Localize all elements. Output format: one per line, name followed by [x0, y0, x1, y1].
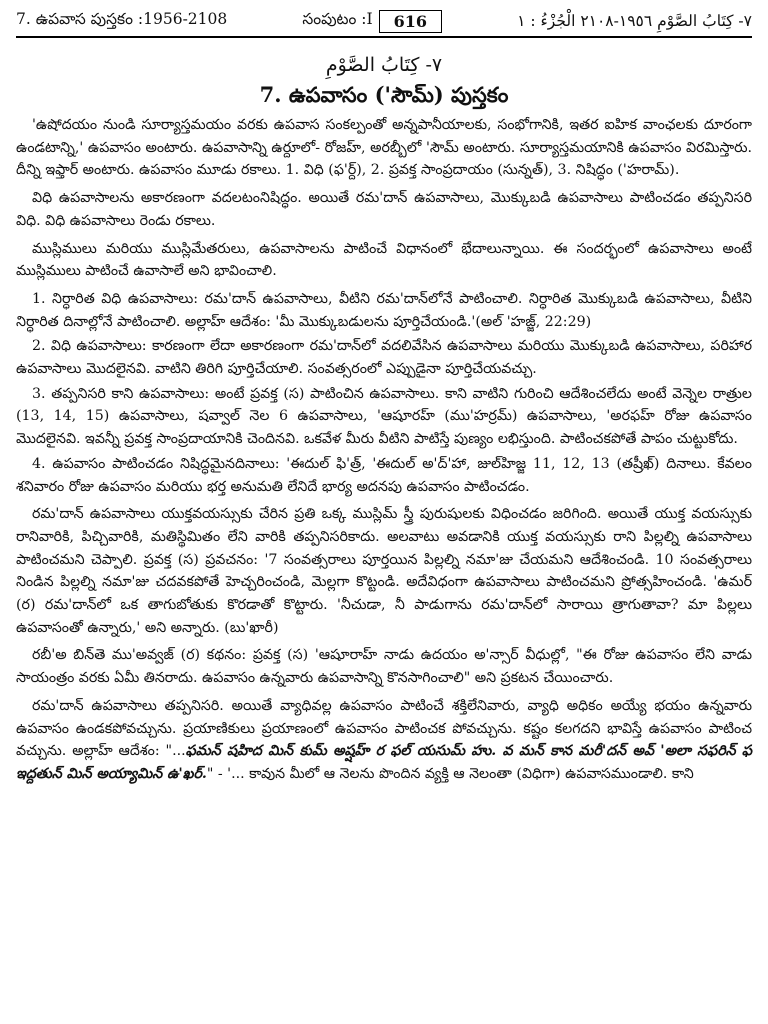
quran-transliteration: ఫమన్ షహిద మిన్‌ కుమ్‌ అష్షహ్‌ ర ఫల్‌ యసుమ్‌ హు. వ మన్‌ కాన మరీ'దన్‌ అవ్‌ 'అలా సఫరిన్‌ ఫ ఇద్దతున్‌ మిన్‌ అయ్యామిన్‌ ఉ'ఖర్‌.: [16, 743, 752, 782]
paragraph: 2. విధి ఉపవాసాలు: కారణంగా లేదా అకారణంగా రమ'దాన్‌లో వదలివేసిన ఉపవాసాలు మరియు మొక్కుబడి ఉపవాసాలు, పరిహార ఉపవాసాలు మొదలైనవి. వాటిని తిరిగి పూర్తిచేయాలి. సంవత్సరంలో ఎప్పుడైనా పూర్తిచేయవచ్చు.: [16, 338, 752, 378]
paragraph: 'ఉషోదయం నుండి సూర్యాస్తమయం వరకు ఉపవాస సంకల్పంతో అన్నపానీయాలకు, సంభోగానికి, ఇతర ఐహిక వాంఛలకు దూరంగా ఉండటాన్ని,' ఉపవాసం అంటారు. ఉపవాసాన్ని ఉర్దూలో- రోజహ్‌, అరబ్బీలో 'సౌమ్‌ అంటారు. సూర్యాస్తమయానికి ఉపవాసం విరమిస్తారు. దీన్ని ఇఫ్తార్‌ అంటారు. ఉపవాసం మూడు రకాలు. 1. విధి (ఫ'ర్ద్‌), 2. ప్రవక్త సాంప్రదాయం (సున్నత్‌), 3. నిషిద్ధం ('హరామ్‌).: [16, 117, 752, 179]
chapter-title: 7. ఉపవాసం ('సౌమ్‌) పుస్తకం: [259, 82, 509, 107]
paragraph: రబీ'అ బిన్‌తె ము'అవ్వజ్‌ (ర) కథనం: ప్రవక్త (స) 'ఆషూరాహ్‌ నాడు ఉదయం అ'న్సార్‌ వీధుల్లో, "ఈ రోజు ఉపవాసం లేని వాడు సాయంత్రం వరకు ఏమీ తినరాదు. ఉపవాసం ఉన్నవారు ఉపవాసాన్ని కొనసాగించాలి" అని ప్రకటన చేయించారు.: [16, 647, 752, 687]
chapter-arabic-title: ٧- كِتَابُ الصَّوْمِ: [325, 54, 443, 76]
paragraph-text: రమ'దాన్‌ ఉపవాసాలు తప్పనిసరి. అయితే వ్యాధివల్ల ఉపవాసం పాటించే శక్తిలేనివారు, వ్యాధి అధికం అయ్యే భయం ఉన్నవారు ఉపవాసం ఉండకపోవచ్చును. ప్రయాణికులు ప్రయాణంలో ఉపవాసం పాటించక పోవచ్చును. కష్టం కలగదని భావిస్తే ఉపవాసం పాటించ వచ్చును. అల్లాహ్‌ ఆదేశం: "...: [16, 697, 752, 760]
header-volume: సంపుటం :I: [302, 10, 373, 28]
body-text: [16, 114, 752, 791]
paragraph-text: " - '... కావున మీలో ఆ నెలను పొందిన వ్యక్తి ఆ నెలంతా (విధిగా) ఉపవాసముండాలి. కాని: [206, 765, 694, 782]
paragraph: విధి ఉపవాసాలను అకారణంగా వదలటంనిషిద్ధం. అయితే రమ'దాన్‌ ఉపవాసాలు, మొక్కుబడి ఉపవాసాలు పాటించడం తప్పనిసరి విధి. విధి ఉపవాసాలు రెండు రకాలు.: [16, 190, 752, 229]
paragraph: రమ'దాన్‌ ఉపవాసాలు యుక్తవయస్సుకు చేరిన ప్రతి ఒక్క ముస్లిమ్‌ స్త్రీ పురుషులకు విధించడం జరిగింది. అయితే యుక్త వయస్సుకు రానివారికి, పిచ్చివారికి, మతిస్థిమితం లేని వారికి తప్పనిసరికాదు. అలవాటు అవడానికి యుక్త వయస్సుకు రాని పిల్లల్ని ఉపవాసాలు పాటించమని చెప్పాలి. ప్రవక్త (స) ప్రవచనం: '7 సంవత్సరాలు పూర్తయిన పిల్లల్ని నమా'జు చేయమని ఆదేశించండి. 10 సంవత్సరాలు నిండిన పిల్లల్ని నమా'జు చదవకపోతే హెచ్చరించండి, మెల్లగా కొట్టండి. అదేవిధంగా ఉపవాసాలు పాటించమని ప్రోత్సహించండి. 'ఉమర్‌ (ర) రమ'దాన్‌లో ఒక తాగుబోతుకు కొరడాతో కొట్టారు. 'నీచుడా, నీ పాడుగాను రమ'దాన్‌లో సారాయి త్రాగుతావా? మా పిల్లలు ఉపవాసంతో ఉన్నారు,' అని అన్నారు. (బు'ఖారీ): [16, 506, 752, 636]
header-arabic-title: ٧- كِتَابُ الصَّوْمِ ١٩٥٦-٢١٠٨ الْجُزْءُ : ١: [517, 12, 752, 30]
paragraph: 4. ఉపవాసం పాటించడం నిషిద్ధమైనదినాలు: 'ఈదుల్‌ ఫి'త్ర్‌, 'ఈదుల్‌ అ'ద్‌'హా, జుల్‌హిజ్జ 11, 12, 13 (తష్రీఖ్‌) దినాలు. కేవలం శనివారం రోజు ఉపవాసం మరియు భర్త అనుమతి లేనిదే భార్య అదనపు ఉపవాసం పాటించడం.: [16, 455, 752, 495]
header-book-title: 7. ఉపవాస పుస్తకం :1956-2108: [16, 10, 228, 28]
page-number: 616: [379, 10, 442, 33]
paragraph-last: [16, 695, 752, 786]
paragraph: ముస్లిములు మరియు ముస్లిమేతరులు, ఉపవాసాలను పాటించే విధానంలో భేదాలున్నాయి. ఈ సందర్భంలో ఉపవాసాలు అంటే ముస్లిములు పాటించే ఉవాసాలే అని భావించాలి.: [16, 240, 752, 280]
running-header: [16, 6, 752, 38]
paragraph: 3. తప్పనిసరి కాని ఉపవాసాలు: అంటే ప్రవక్త (స) పాటించిన ఉపవాసాలు. కాని వాటిని గురించి ఆదేశించలేదు అంటే వెన్నెల రాత్రుల (13, 14, 15) ఉపవాసాలు, షవ్వాల్‌ నెల 6 ఉపవాసాలు, 'ఆషూరహ్‌ (ము'హర్రమ్‌) ఉపవాసాలు, 'అరఫహ్‌ రోజు ఉపవాసం మొదలైనవి. ఇవన్నీ ప్రవక్త సాంప్రదాయానికి చెందినవి. ఒకవేళ మీరు వీటిని పాటిస్తే పుణ్యం లభిస్తుంది. పాటించకపోతే పాపం చుట్టుకోదు.: [16, 385, 752, 448]
header-volume-group: [302, 10, 442, 33]
paragraph: 1. నిర్ధారిత విధి ఉపవాసాలు: రమ'దాన్‌ ఉపవాసాలు, వీటిని రమ'దాన్‌లోనే పాటించాలి. నిర్ధారిత మొక్కుబడి ఉపవాసాలు, వీటిని నిర్ధారిత దినాల్లోనే పాటించాలి. అల్లాహ్‌ ఆదేశం: 'మీ మొక్కుబడులను పూర్తిచేయండి.'(అల్‌ 'హజ్జ్‌, 22:29): [16, 290, 752, 330]
